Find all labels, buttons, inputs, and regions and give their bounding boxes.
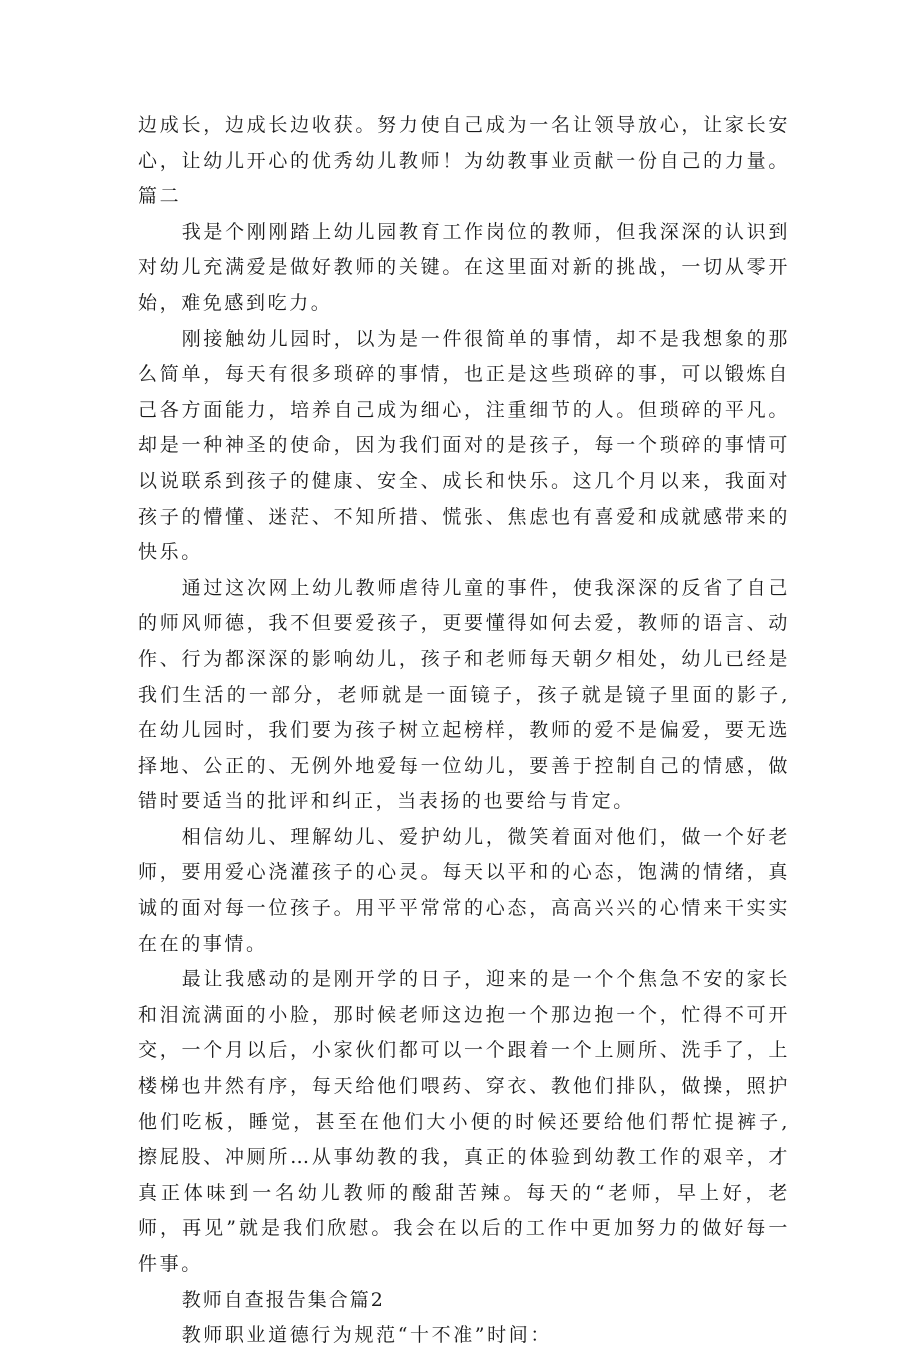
paragraph-3: 刚接触幼儿园时，以为是一件很简单的事情，却不是我想象的那么简单，每天有很多琐碎的事情，也正是这些琐碎的事，可以锻炼自己各方面能力，培养自己成为细心，注重细节的人。但琐碎的平凡。却是一种神圣的使命，因为我们面对的是孩子，每一个琐碎的事情可以说联系到孩子的健康、安全、成长和快乐。这几个月以来，我面对孩子的懵懂、迷茫、不知所措、慌张、焦虑也有喜爱和成就感带来的快乐。 xyxy=(138,327,790,564)
paragraph-7: 教师职业道德行为规范“十不准”时间： xyxy=(181,1324,552,1347)
paragraph-5: 相信幼儿、理解幼儿、爱护幼儿，微笑着面对他们，做一个好老师，要用爱心浇灌孩子的心灵。每天以平和的心态，饱满的情绪，真诚的面对每一位孩子。用平平常常的心态，高高兴兴的心情来干实实在在的事情。 xyxy=(138,825,790,955)
paragraph-4: 通过这次网上幼儿教师虐待儿童的事件，使我深深的反省了自己的师风师德，我不但要爱孩子，更要懂得如何去爱，教师的语言、动作、行为都深深的影响幼儿，孩子和老师每天朝夕相处，幼儿已经是我们生活的一部分，老师就是一面镜子，孩子就是镜子里面的影子,在幼儿园时，我们要为孩子树立起榜样，教师的爱不是偏爱，要无选择地、公正的、无例外地爱每一位幼儿，要善于控制自己的情感，做错时要适当的批评和纠正，当表扬的也要给与肯定。 xyxy=(138,576,790,813)
paragraph-1: 边成长，边成长边收获。努力使自己成为一名让领导放心，让家长安心，让幼儿开心的优秀幼儿教师！为幼教事业贡献一份自己的力量。篇二 xyxy=(138,114,790,208)
document-page xyxy=(138,108,790,1354)
paragraph-6: 最让我感动的是刚开学的日子，迎来的是一个个焦急不安的家长和泪流满面的小脸，那时候老师这边抱一个那边抱一个，忙得不可开交，一个月以后，小家伙们都可以一个跟着一个上厕所、洗手了，上楼梯也井然有序，每天给他们喂药、穿衣、教他们排队，做操，照护他们吃板，睡觉，甚至在他们大小便的时候还要给他们帮忙提裤子,擦屁股、冲厕所…从事幼教的我，真正的体验到幼教工作的艰辛，才真正体味到一名幼儿教师的酸甜苦辣。每天的“老师，早上好，老师，再见”就是我们欣慰。我会在以后的工作中更加努力的做好每一件事。 xyxy=(138,968,790,1275)
paragraph-2: 我是个刚刚踏上幼儿园教育工作岗位的教师，但我深深的认识到对幼儿充满爱是做好教师的关键。在这里面对新的挑战，一切从零开始，难免感到吃力。 xyxy=(138,220,790,314)
section-heading: 教师自查报告集合篇2 xyxy=(181,1288,385,1311)
